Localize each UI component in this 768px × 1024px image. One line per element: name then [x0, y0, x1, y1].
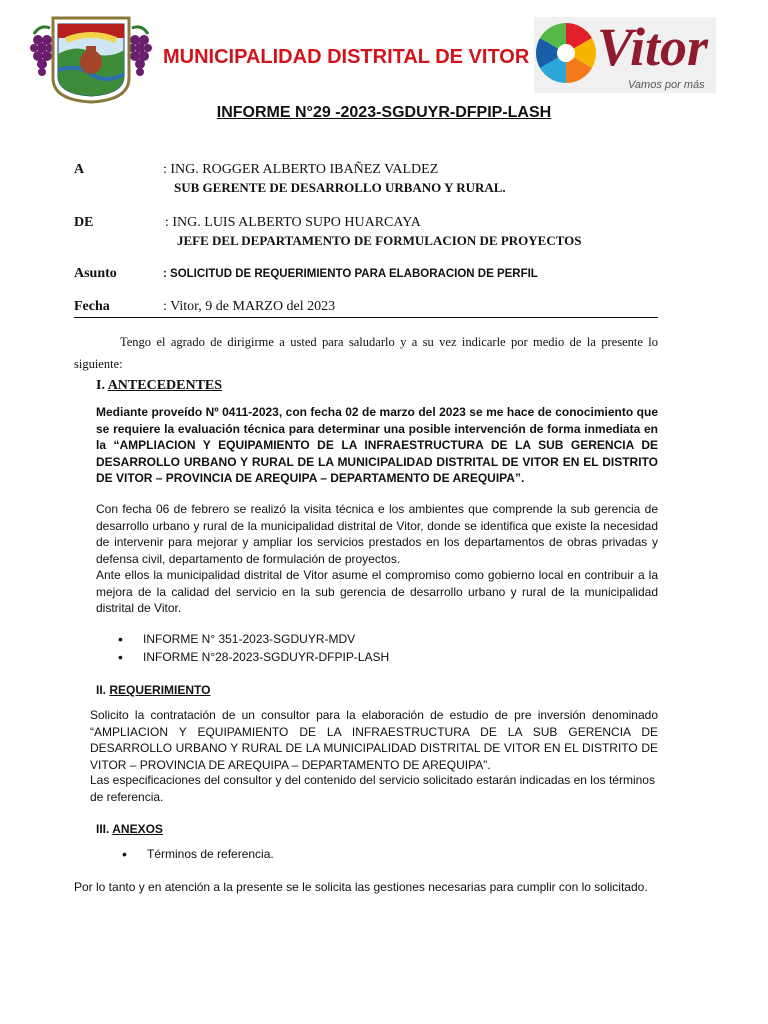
to-name: : ING. ROGGER ALBERTO IBAÑEZ VALDEZ — [163, 162, 439, 177]
subject-value: : SOLICITUD DE REQUERIMIENTO PARA ELABORACION DE PERFIL — [163, 268, 538, 280]
section-number: III. — [96, 822, 110, 836]
requerimiento-paragraph-1: Solicito la contratación de un consultor para la elaboración de estudio de pre inversión denominado “AMPLIACION Y EQUIPAMIENTO DE LA INFRAESTRUCTURA DE LA SUB GERENCIA DE DESARROLLO URBANO Y RURAL DE LA MUNICIPALIDAD DISTRITAL DE VITOR EN EL DISTRITO DE VITOR – PROVINCIA DE AREQUIPA – DEPARTAMENTO DE AREQUIPA”. — [90, 708, 658, 772]
list-item: • INFORME N°28-2023-SGDUYR-DFPIP-LASH — [118, 648, 389, 666]
list-item: • Términos de referencia. — [122, 845, 274, 863]
subject-label: Asunto — [74, 266, 117, 281]
antecedentes-paragraph-1: Mediante proveído Nº 0411-2023, con fecha 02 de marzo del 2023 se me hace de conocimiento que se requiere la evaluación técnica para determinar una posible intervención de forma inmediata en la “AMPLIACION Y EQUIPAMIENTO DE LA INFRAESTRUCTURA DE LA SUB GERENCIA DE DESARROLLO URBANO Y RURAL DE LA MUNICIPALIDAD DISTRITAL DE VITOR EN EL DISTRITO DE VITOR – PROVINCIA DE AREQUIPA – DEPARTAMENTO DE AREQUIPA”. — [96, 405, 658, 485]
section-anexos-heading — [96, 822, 163, 836]
date-label: Fecha — [74, 299, 110, 314]
section-title: REQUERIMIENTO — [109, 683, 211, 697]
antecedentes-paragraph-3: Ante ellos la municipalidad distrital de Vitor asume el compromiso como gobierno local en contribuir a la mejora de la calidad del servicio en la sub gerencia de desarrollo urbano y rural de la municipalidad distrital de Vitor. — [96, 568, 658, 615]
logo-wordmark: Vitor — [597, 17, 709, 77]
requerimiento-paragraph-2: Las especificaciones del consultor y del contenido del servicio solicitado estarán indicadas en los términos de referencia. — [90, 773, 655, 804]
grapes-right-icon — [128, 35, 152, 76]
closing-paragraph: Por lo tanto y en atención a la presente se le solicita las gestiones necesarias para cumplir con lo solicitado. — [74, 880, 648, 894]
from-label: DE — [74, 215, 94, 230]
section-title: ANTECEDENTES — [107, 378, 223, 393]
list-item: • INFORME N° 351-2023-SGDUYR-MDV — [118, 630, 389, 648]
pinwheel-icon — [536, 23, 596, 83]
section-number: II. — [96, 683, 107, 697]
from-role: JEFE DEL DEPARTAMENTO DE FORMULACION DE PROYECTOS — [177, 233, 582, 248]
section-antecedentes-heading — [96, 378, 222, 394]
antecedentes-reference-list — [118, 630, 389, 666]
date-value: : Vitor, 9 de MARZO del 2023 — [163, 299, 336, 314]
to-label: A — [74, 162, 85, 177]
to-role: SUB GERENTE DE DESARROLLO URBANO Y RURAL. — [174, 180, 506, 195]
header-divider — [74, 317, 658, 318]
from-name: : ING. LUIS ALBERTO SUPO HUARCAYA — [165, 215, 421, 230]
section-title: ANEXOS — [112, 822, 163, 836]
municipality-title: MUNICIPALIDAD DISTRITAL DE VITOR — [163, 46, 530, 68]
intro-paragraph: Tengo el agrado de dirigirme a usted para saludarlo y a su vez indicarle por medio de la presente lo siguiente: — [74, 335, 658, 371]
logo-tagline: Vamos por más — [628, 79, 705, 91]
municipal-crest-logo — [28, 8, 154, 104]
section-requerimiento-heading — [96, 683, 210, 697]
section-number: I. — [96, 378, 105, 393]
grapes-left-icon — [30, 35, 54, 76]
anexos-list — [122, 845, 274, 863]
antecedentes-paragraph-2: Con fecha 06 de febrero se realizó la visita técnica e los ambientes que comprende la sub gerencia de desarrollo urbano y rural de la municipalidad distrital de Vitor, donde se identifica que existe la necesidad de intervenir para mejorar y ampliar los servicios prestados en los departamentos de obras privadas y defensa civil, departamento de formulación de proyectos. — [96, 502, 658, 566]
document-title: INFORME N°29 -2023-SGDUYR-DFPIP-LASH — [216, 104, 552, 121]
